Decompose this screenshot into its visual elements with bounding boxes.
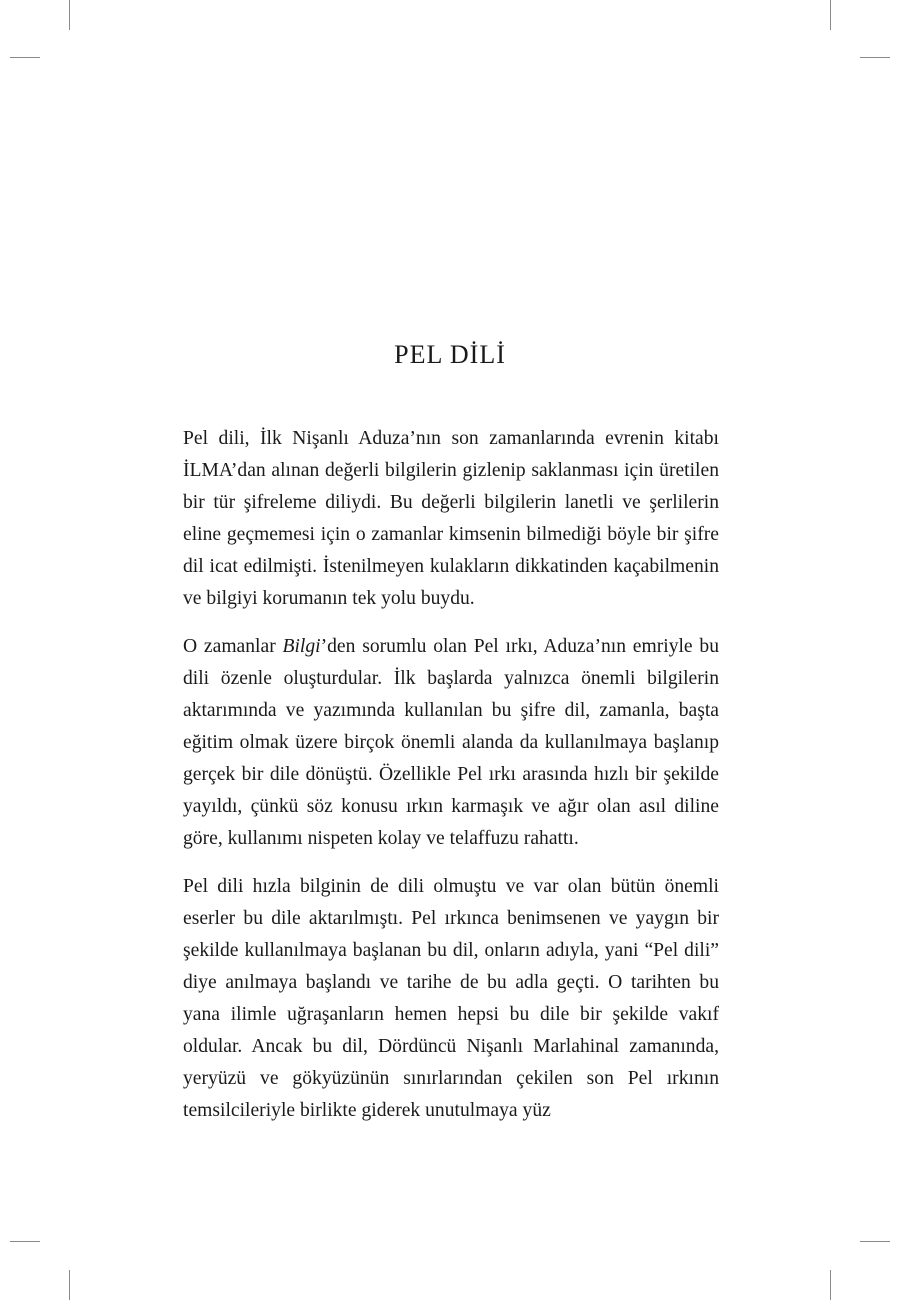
crop-mark-top-right-vertical <box>830 0 831 30</box>
paragraph-2-italic-term: Bilgi <box>282 636 321 657</box>
paragraph-2-rest: ’den sorumlu olan Pel ırkı, Aduza’nın emriyle bu dili özenle oluşturdular. İlk başlarda yalnızca önemli bilgilerin aktarımında ve yazımında kullanılan bu şifre dil, zamanla, başta eğitim olmak üzere birçok önemli alanda da kullanılmaya başlanıp gerçek bir dile dönüştü. Özellikle Pel ırkı arasında hızlı bir şekilde yayıldı, çünkü söz konusu ırkın karmaşık ve ağır olan asıl diline göre, kullanımı nispeten kolay ve telaffuzu rahattı. <box>183 636 719 849</box>
crop-mark-bottom-right-vertical <box>830 1270 831 1300</box>
paragraph-1: Pel dili, İlk Nişanlı Aduza’nın son zamanlarında evrenin kitabı İLMA’dan alınan değerli bilgilerin gizlenip saklanması için üretilen bir tür şifreleme diliydi. Bu değerli bilgilerin lanetli ve şerlilerin eline geçmemesi için o zamanlar kimsenin bilmediği böyle bir şifre dil icat edilmişti. İstenilmeyen kulakların dikkatinden kaçabilmenin ve bilgiyi korumanın tek yolu buydu. <box>183 428 719 609</box>
paragraph-3: Pel dili hızla bilginin de dili olmuştu ve var olan bütün önemli eserler bu dile aktarılmıştı. Pel ırkınca benimsenen ve yaygın bir şekilde kullanılmaya başlanan bu dil, onların adıyla, yani “Pel dili” diye anılmaya başlandı ve tarihe de bu adla geçti. O tarihten bu yana ilimle uğraşanların hemen hepsi bu dile bir şekilde vakıf oldular. Ancak bu dil, Dördüncü Nişanlı Marlahinal zamanında, yeryüzü ve gökyüzünün sınırlarından çekilen son Pel ırkının temsilcileriyle birlikte giderek unutulmaya yüz <box>183 876 719 1121</box>
crop-mark-bottom-left-horizontal <box>10 1241 40 1242</box>
chapter-title: PEL DİLİ <box>394 340 506 369</box>
crop-mark-top-left-vertical <box>69 0 70 30</box>
crop-mark-top-right-horizontal <box>860 57 890 58</box>
paragraph-2-start: O zamanlar <box>183 636 283 657</box>
chapter-body <box>183 423 719 1143</box>
crop-mark-bottom-left-vertical <box>69 1270 70 1300</box>
paragraph-2 <box>183 631 719 855</box>
crop-mark-top-left-horizontal <box>10 57 40 58</box>
crop-mark-bottom-right-horizontal <box>860 1241 890 1242</box>
